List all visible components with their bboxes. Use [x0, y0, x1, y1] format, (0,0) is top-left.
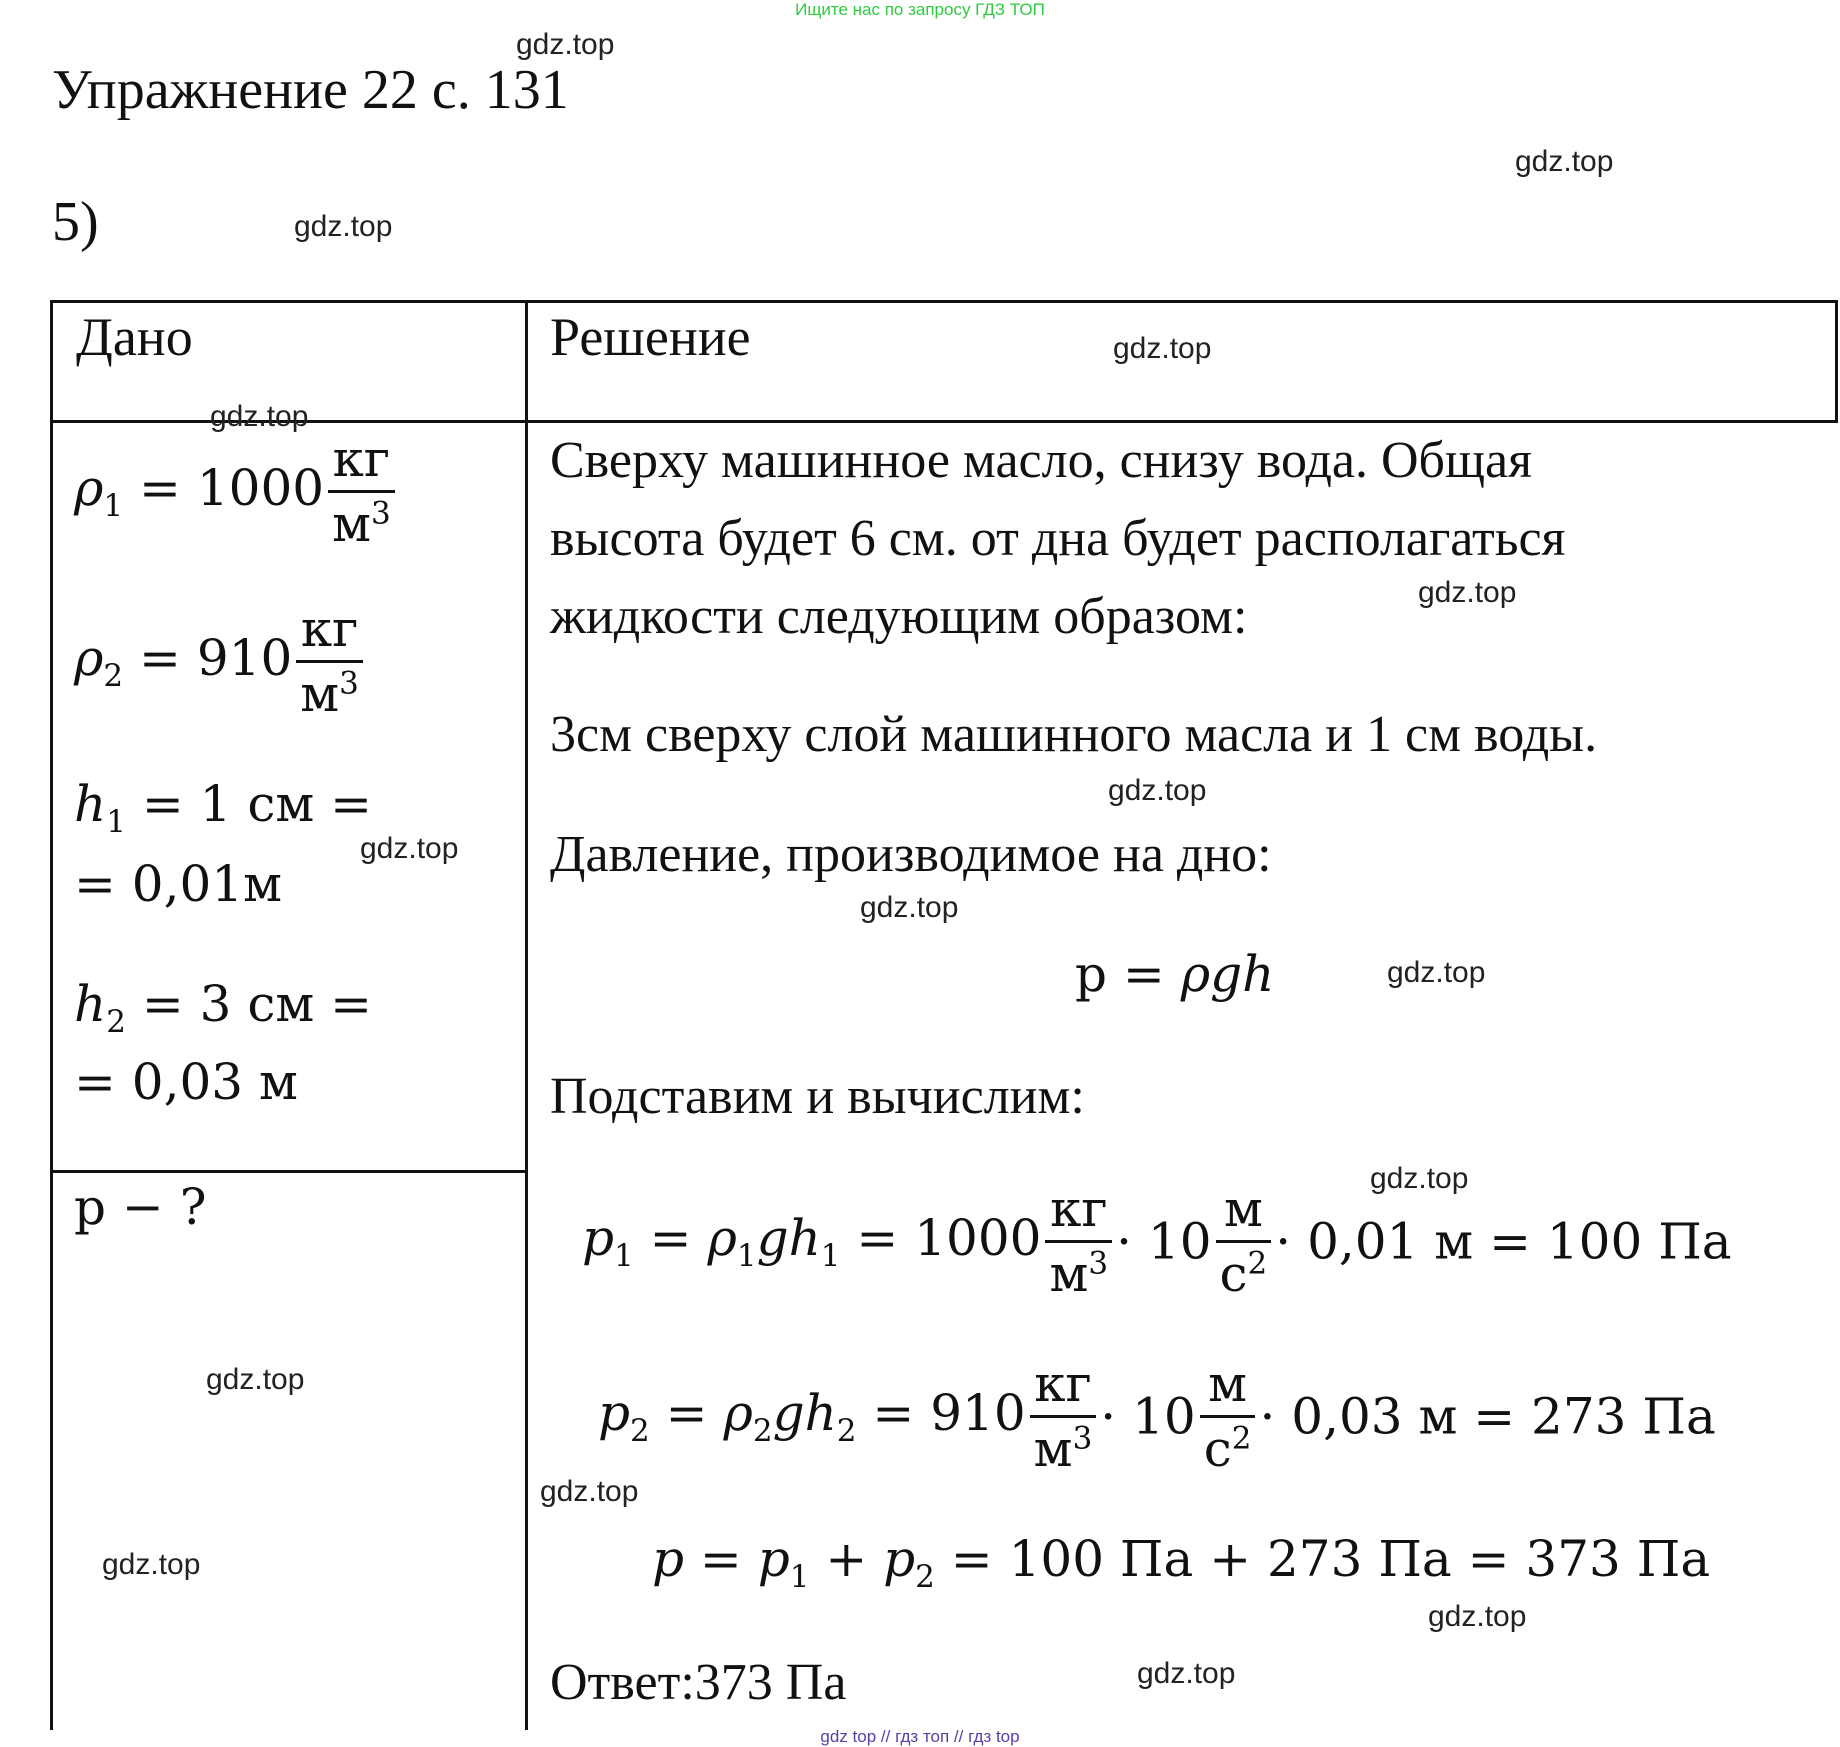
watermark-7: gdz.top — [1108, 774, 1207, 807]
calc1-u2-den: с — [1219, 1245, 1248, 1303]
given-h1 — [74, 775, 372, 840]
calc1-eq1: = — [633, 1209, 708, 1267]
calc1-eq2: = 1000 — [840, 1209, 1042, 1267]
calc1-lhs: p — [582, 1209, 615, 1267]
rho2-value: 910 — [196, 629, 293, 687]
watermark-4: gdz.top — [1113, 332, 1212, 365]
given-h2-cont: = 0,03 м — [74, 1053, 298, 1111]
calc2-u1-sup: 3 — [1072, 1420, 1093, 1457]
calc-total — [652, 1530, 1710, 1595]
calc1-gh: gh — [756, 1209, 821, 1267]
rho1-unit-denominator: м — [332, 495, 371, 553]
formula-p: p — [1075, 945, 1108, 1003]
calc2-rho-sub: 2 — [752, 1413, 773, 1449]
rho2-subscript: 2 — [103, 658, 124, 694]
rho1-unit-exponent: 3 — [370, 495, 391, 532]
h2-subscript: 2 — [106, 1004, 126, 1040]
calc2-lhs: p — [598, 1384, 631, 1442]
solution-para2: 3см сверху слой машинного масла и 1 см воды. — [550, 706, 1598, 763]
calc2-u1-num: кг — [1030, 1355, 1097, 1418]
table-left-border — [50, 300, 53, 1730]
page-title: Упражнение 22 с. 131 — [52, 59, 569, 121]
calc1-u1-sup: 3 — [1088, 1245, 1109, 1282]
h2-line1: = 3 см = — [125, 975, 373, 1033]
watermark-6: gdz.top — [1418, 576, 1517, 609]
formula-equals: = — [1107, 945, 1181, 1003]
given-h1-cont: = 0,01м — [74, 855, 283, 913]
calc1-u2-num: м — [1216, 1180, 1272, 1243]
calc1-u2-sup: 2 — [1247, 1245, 1268, 1282]
total-p2-sub: 2 — [915, 1559, 935, 1595]
watermark-2: gdz.top — [1515, 145, 1614, 178]
answer: Ответ:373 Па — [550, 1654, 847, 1711]
given-h2 — [74, 975, 372, 1040]
pressure-formula — [1075, 945, 1274, 1003]
formula-rhs: ρgh — [1180, 945, 1275, 1003]
calc2-h-sub: 2 — [836, 1413, 857, 1449]
total-eq: = — [684, 1530, 758, 1588]
rho2-unit-numerator: кг — [296, 600, 363, 663]
rho1-symbol: ρ — [74, 459, 104, 517]
calc2-u1-den: м — [1033, 1420, 1073, 1478]
solution-para1-line1: Сверху машинное масло, снизу вода. Общая — [550, 432, 1533, 489]
watermark-1: gdz.top — [516, 28, 615, 61]
calc-p1 — [582, 1180, 1732, 1303]
watermark-5: gdz.top — [210, 400, 309, 433]
watermark-8: gdz.top — [360, 832, 459, 865]
calc1-rho: ρ — [707, 1209, 737, 1267]
total-p1: p — [757, 1530, 790, 1588]
h1-symbol: h — [74, 775, 107, 833]
table-column-divider — [525, 300, 528, 1730]
watermark-13: gdz.top — [540, 1475, 639, 1508]
calc1-u1-num: кг — [1045, 1180, 1112, 1243]
calc2-u2-sup: 2 — [1231, 1420, 1252, 1457]
calc1-lhs-sub: 1 — [614, 1238, 634, 1274]
rho2-unit-exponent: 3 — [339, 665, 359, 702]
total-p2: p — [883, 1530, 916, 1588]
total-tail: = 100 Па + 273 Па = 373 Па — [934, 1530, 1711, 1588]
h2-symbol: h — [74, 975, 107, 1033]
watermark-12: gdz.top — [206, 1363, 305, 1396]
given-rho1 — [74, 430, 399, 553]
rho1-value: 1000 — [196, 459, 325, 517]
total-p1-sub: 1 — [789, 1559, 810, 1595]
calc1-h-sub: 1 — [820, 1238, 841, 1274]
rho1-subscript: 1 — [103, 488, 124, 524]
footer-links: gdz top // гдз топ // гдз top — [820, 1727, 1020, 1746]
calc2-lhs-sub: 2 — [630, 1413, 650, 1449]
solution-para1-line2: высота будет 6 см. от дна будет располагаться — [550, 510, 1566, 567]
calc2-mid: · 10 — [1100, 1387, 1196, 1446]
rho2-equals: = — [123, 629, 197, 687]
rho2-unit-denominator: м — [300, 665, 340, 723]
rho1-equals: = — [123, 459, 197, 517]
h1-subscript: 1 — [106, 804, 126, 840]
search-banner: Ищите нас по запросу ГДЗ ТОП — [795, 0, 1045, 19]
watermark-14: gdz.top — [102, 1548, 201, 1581]
watermark-15: gdz.top — [1428, 1600, 1527, 1633]
total-p: p — [652, 1530, 685, 1588]
watermark-16: gdz.top — [1137, 1657, 1236, 1690]
watermark-10: gdz.top — [1387, 956, 1486, 989]
rho2-symbol: ρ — [74, 629, 104, 687]
table-top-border — [50, 300, 1838, 303]
calc2-rho: ρ — [723, 1384, 753, 1442]
calc2-eq2: = 910 — [856, 1384, 1026, 1442]
calc2-u2-num: м — [1200, 1355, 1256, 1418]
calc2-tail: · 0,03 м = 273 Па — [1259, 1387, 1716, 1446]
find-unknown: p − ? — [74, 1178, 207, 1236]
calc2-gh: gh — [772, 1384, 837, 1442]
watermark-9: gdz.top — [860, 891, 959, 924]
solution-para3: Давление, производимое на дно: — [550, 826, 1272, 883]
given-rho2 — [74, 600, 367, 723]
given-header: Дано — [76, 307, 193, 367]
table-given-divider — [50, 1170, 528, 1173]
table-right-border — [1835, 300, 1838, 422]
total-plus: + — [809, 1530, 884, 1588]
watermark-3: gdz.top — [294, 210, 393, 243]
calc1-u1-den: м — [1049, 1245, 1089, 1303]
solution-header: Решение — [550, 307, 751, 367]
calc2-u2-den: с — [1203, 1420, 1232, 1478]
calc1-rho-sub: 1 — [736, 1238, 757, 1274]
h1-line1: = 1 см = — [125, 775, 373, 833]
calc1-mid: · 10 — [1116, 1212, 1212, 1271]
calc1-tail: · 0,01 м = 100 Па — [1275, 1212, 1732, 1271]
solution-para1-line3: жидкости следующим образом: — [550, 588, 1248, 645]
problem-number: 5) — [52, 191, 99, 253]
solution-para4: Подставим и вычислим: — [550, 1068, 1085, 1125]
calc2-eq1: = — [649, 1384, 724, 1442]
calc-p2 — [598, 1355, 1716, 1478]
watermark-11: gdz.top — [1370, 1162, 1469, 1195]
rho1-unit-numerator: кг — [328, 430, 395, 493]
